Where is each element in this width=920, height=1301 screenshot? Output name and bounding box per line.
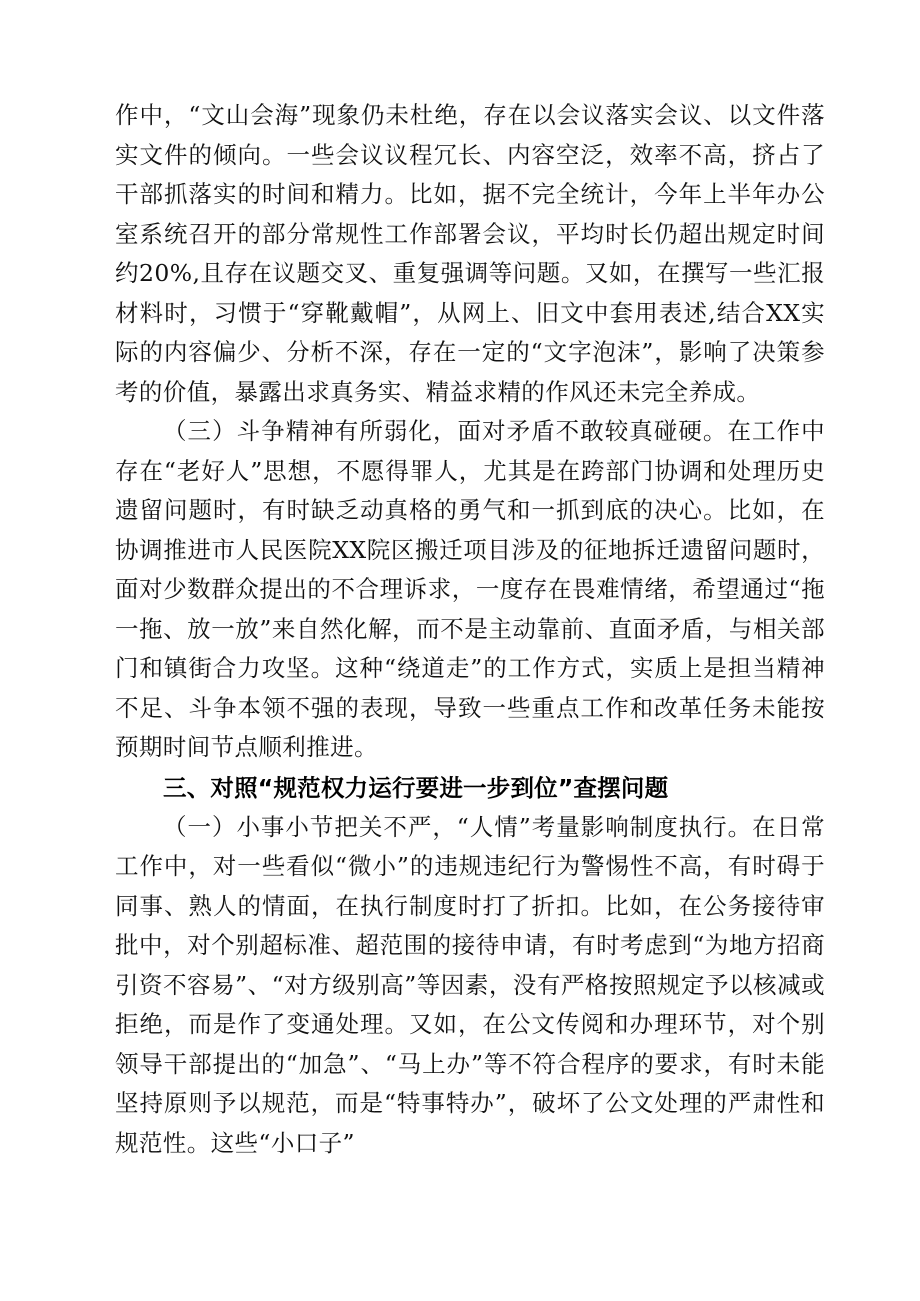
paragraph-small-matters: （一）小事小节把关不严，“人情”考量影响制度执行。在日常工作中，对一些看似“微小”的违规违纪行为警惕性不高，有时碍于同事、熟人的情面，在执行制度时打了折扣。比如，在公务接待审批中，对个别超标准、超范围的接待申请，有时考虑到“为地方招商引资不容易”、“对方级别高”等因素，没有严格按照规定予以核减或拒绝，而是作了变通处理。又如，在公文传阅和办理环节，对个别领导干部提出的“加急”、“马上办”等不符合程序的要求，有时未能坚持原则予以规范，而是“特事特办”，破坏了公文处理的严肃性和规范性。这些“小口子” — [115, 812, 825, 1157]
document-body — [115, 96, 825, 1163]
paragraph-continuation: 作中，“文山会海”现象仍未杜绝，存在以会议落实会议、以文件落实文件的倾向。一些会议议程冗长、内容空泛，效率不高，挤占了干部抓落实的时间和精力。比如，据不完全统计，今年上半年办公室系统召开的部分常规性工作部署会议，平均时长仍超出规定时间约20%,且存在议题交叉、重复强调等问题。又如，在撰写一些汇报材料时，习惯于“穿靴戴帽”，从网上、旧文中套用表述,结合XX实际的内容偏少、分析不深，存在一定的“文字泡沫”，影响了决策参考的价值，暴露出求真务实、精益求精的作风还未完全养成。 — [115, 101, 825, 406]
section-heading-3: 三、对照“规范权力运行要进一步到位”查摆问题 — [163, 773, 669, 802]
paragraph-struggle-spirit: （三）斗争精神有所弱化，面对矛盾不敢较真碰硬。在工作中存在“老好人”思想，不愿得罪人，尤其是在跨部门协调和处理历史遗留问题时，有时缺乏动真格的勇气和一抓到底的决心。比如，在协调推进市人民医院XX院区搬迁项目涉及的征地拆迁遗留问题时，面对少数群众提出的不合理诉求，一度存在畏难情绪，希望通过“拖一拖、放一放”来自然化解，而不是主动靠前、直面矛盾，与相关部门和镇街合力攻坚。这种“绕道走”的工作方式，实质上是担当精神不足、斗争本领不强的表现，导致一些重点工作和改革任务未能按预期时间节点顺利推进。 — [115, 417, 825, 761]
